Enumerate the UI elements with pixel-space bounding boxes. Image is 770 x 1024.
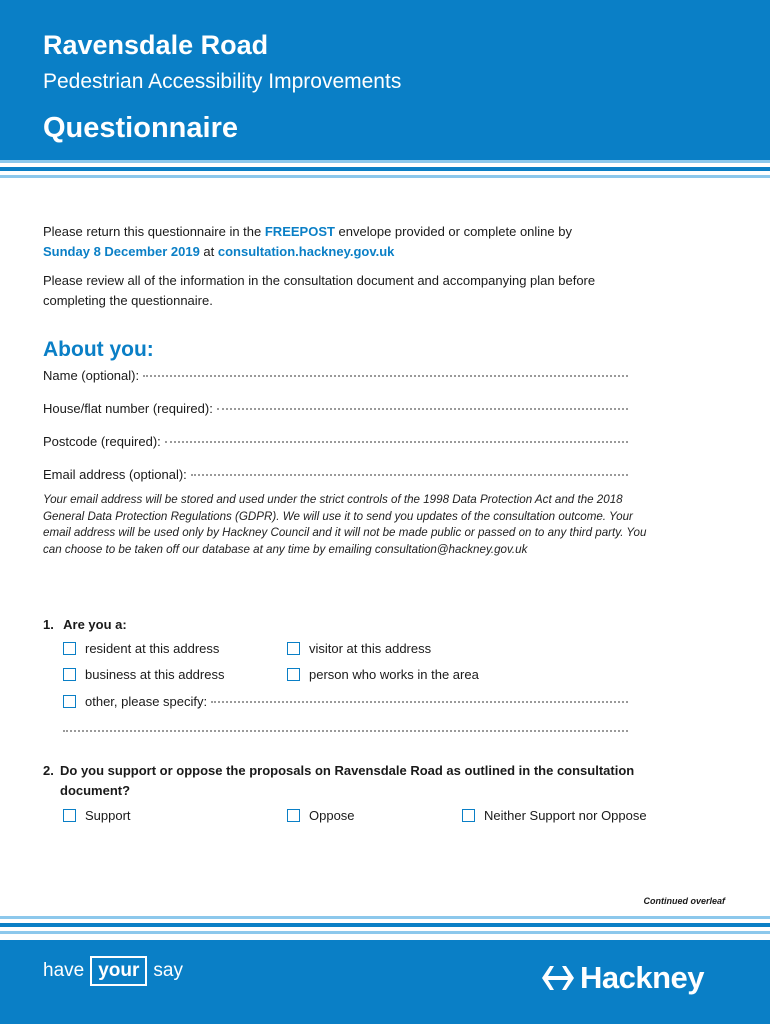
option-support-label: Support	[85, 808, 131, 823]
postcode-label: Postcode (required):	[43, 434, 161, 449]
option-neither[interactable]	[462, 808, 647, 823]
question-1-text: Are you a:	[63, 617, 127, 632]
postcode-input-line[interactable]	[165, 441, 628, 443]
footer-stripes	[0, 912, 770, 934]
question-1-number: 1.	[43, 617, 54, 632]
option-support[interactable]	[63, 808, 131, 823]
hackney-wordmark: Hackney	[580, 960, 705, 995]
email-field[interactable]	[43, 467, 628, 482]
option-business[interactable]	[63, 667, 224, 682]
email-input-line[interactable]	[191, 474, 628, 476]
option-business-label: business at this address	[85, 667, 225, 682]
question-2	[43, 761, 703, 801]
checkbox-oppose[interactable]	[287, 809, 300, 822]
about-you-heading: About you:	[43, 338, 154, 361]
option-neither-label: Neither Support nor Oppose	[484, 808, 647, 823]
logo-have: have	[43, 960, 85, 981]
freepost-label: FREEPOST	[264, 224, 335, 239]
option-other-label: other, please specify:	[85, 694, 208, 709]
have-your-say-logo	[43, 956, 183, 986]
checkbox-other[interactable]	[63, 695, 76, 708]
house-number-input-line[interactable]	[217, 408, 628, 410]
checkbox-resident[interactable]	[63, 642, 76, 655]
other-specify-input-line-2[interactable]	[63, 730, 628, 732]
name-field[interactable]	[43, 368, 628, 383]
option-worker-label: person who works in the area	[309, 667, 479, 682]
question-2-text: Do you support or oppose the proposals on Ravensdale Road as outlined in the consultation document?	[60, 763, 635, 798]
continued-overleaf-note: Continued overleaf	[643, 896, 725, 906]
privacy-notice: Your email address will be stored and used under the strict controls of the 1998 Data Protection Act and the 2018 General Data Protection Regulations (GDPR). We will use it to send you updates of the consultation outcome. Your email address will be used only by Hackney Council and it will not be made public or passed on to any third party. You can choose to be taken off our database at any time by emailing consultation@hackney.gov.uk	[43, 493, 647, 556]
deadline-date: Sunday 8 December 2019	[43, 244, 200, 259]
hackney-h-icon	[540, 962, 576, 994]
house-number-field[interactable]	[43, 401, 628, 416]
intro-paragraph-2: Please review all of the information in the consultation document and accompanying plan before completing the questionnaire.	[43, 273, 596, 308]
page-title: Ravensdale Road	[43, 30, 269, 60]
checkbox-visitor[interactable]	[287, 642, 300, 655]
checkbox-business[interactable]	[63, 668, 76, 681]
logo-your: your	[90, 956, 147, 986]
checkbox-worker[interactable]	[287, 668, 300, 681]
email-label: Email address (optional):	[43, 467, 187, 482]
page-subtitle: Pedestrian Accessibility Improvements	[43, 70, 402, 93]
name-input-line[interactable]	[143, 375, 628, 377]
intro-paragraph-1: Please return this questionnaire in the FREEPOST envelope provided or complete online by Sunday 8 December 2019 at consultation.hackney.gov.uk	[43, 224, 572, 259]
postcode-field[interactable]	[43, 434, 628, 449]
question-2-number: 2.	[43, 763, 54, 778]
option-resident[interactable]	[63, 641, 219, 656]
checkbox-support[interactable]	[63, 809, 76, 822]
header-banner	[0, 0, 770, 160]
option-worker[interactable]	[287, 667, 479, 682]
house-number-label: House/flat number (required):	[43, 401, 213, 416]
document-type-heading: Questionnaire	[43, 112, 238, 144]
hackney-logo	[540, 960, 704, 996]
name-label: Name (optional):	[43, 368, 140, 383]
logo-say: say	[153, 960, 183, 981]
checkbox-neither[interactable]	[462, 809, 475, 822]
header-stripes	[0, 156, 770, 178]
option-oppose[interactable]	[287, 808, 355, 823]
option-visitor-label: visitor at this address	[309, 641, 432, 656]
intro-text	[43, 222, 643, 320]
question-1	[43, 615, 703, 635]
consultation-link[interactable]: consultation.hackney.gov.uk	[217, 244, 395, 259]
other-specify-continuation[interactable]	[63, 722, 628, 724]
option-oppose-label: Oppose	[309, 808, 355, 823]
option-resident-label: resident at this address	[85, 641, 220, 656]
other-specify-input-line[interactable]	[211, 701, 628, 703]
option-visitor[interactable]	[287, 641, 431, 656]
option-other[interactable]	[63, 694, 628, 709]
